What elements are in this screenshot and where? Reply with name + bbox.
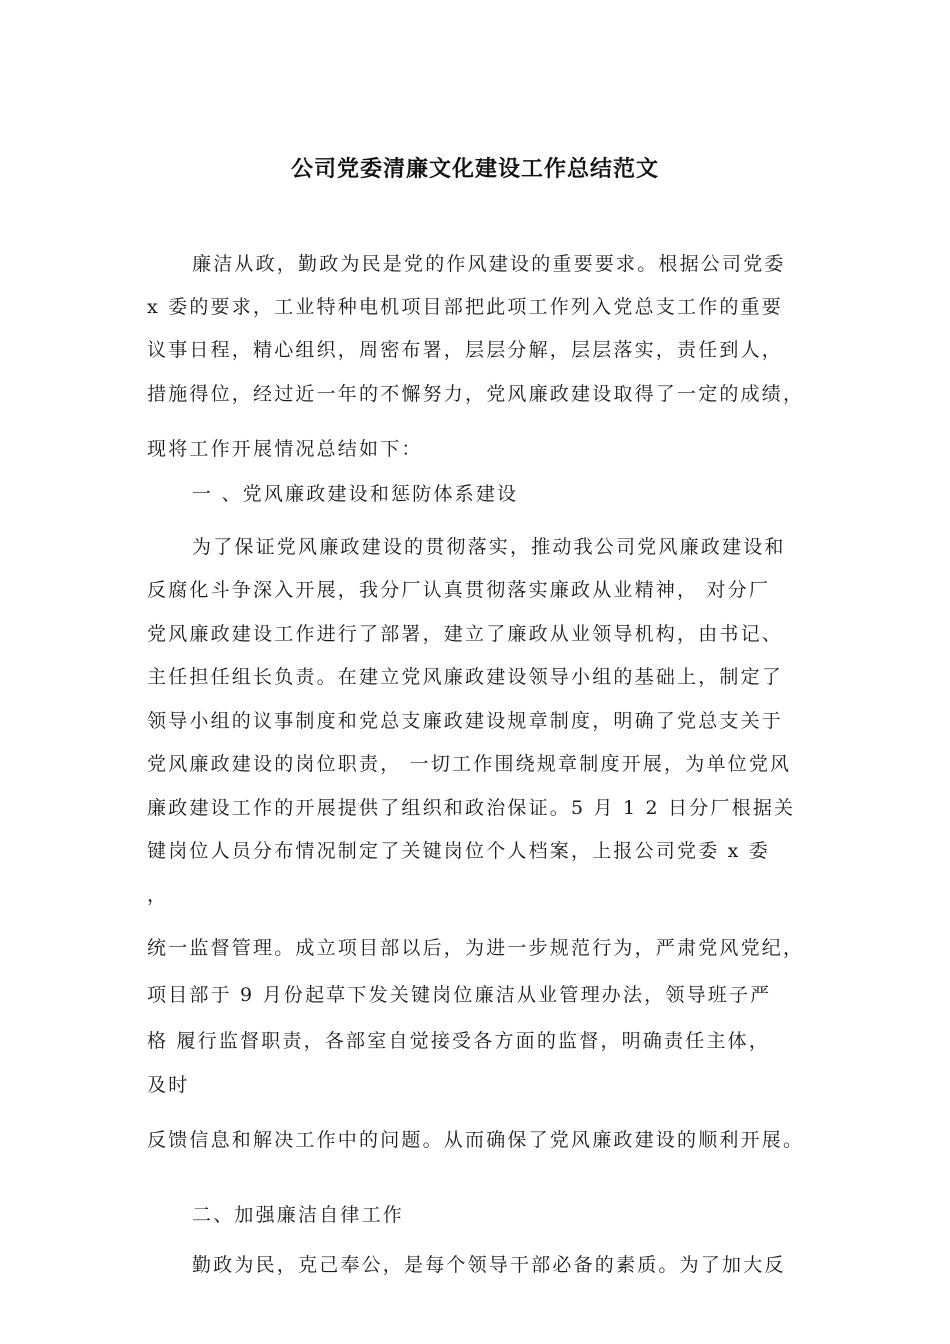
paragraph-line: 党风廉政建设工作进行了部署，建立了廉政从业领导机构，由书记、 [147, 623, 784, 645]
paragraph-line: 反馈信息和解决工作中的问题。从而确保了党风廉政建设的顺利开展。 [147, 1129, 805, 1151]
section-heading: 一 、党风廉政建设和惩防体系建设 [192, 483, 519, 505]
paragraph-line: 键岗位人员分布情况制定了关键岗位个人档案，上报公司党委 x 委 [147, 840, 770, 862]
paragraph-line: 为了保证党风廉政建设的贯彻落实，推动我公司党风廉政建设和 [192, 536, 786, 558]
paragraph-line: 格 履行监督职责，各部室自觉接受各方面的监督，明确责任主体， [147, 1030, 771, 1052]
paragraph-line: ， [147, 884, 169, 906]
document-title: 公司党委清廉文化建设工作总结范文 [290, 157, 659, 182]
paragraph-line: 现将工作开展情况总结如下： [147, 438, 423, 460]
section-heading: 二、加强廉洁自律工作 [192, 1204, 405, 1226]
paragraph-line: 统一监督管理。成立项目部以后，为进一步规范行为，严肃党风党纪， [147, 937, 805, 959]
paragraph-line: 党风廉政建设的岗位职责， 一切工作围绕规章制度开展，为单位党风 [147, 753, 792, 775]
paragraph-line: 廉洁从政，勤政为民是党的作风建设的重要要求。根据公司党委 [192, 253, 786, 275]
paragraph-line: 反腐化斗争深入开展，我分厂认真贯彻落实廉政从业精神， 对分厂 [147, 579, 771, 601]
paragraph-line: 勤政为民，克己奉公，是每个领导干部必备的素质。为了加大反 [192, 1254, 786, 1276]
paragraph-line: 主任担任组长负责。在建立党风廉政建设领导小组的基础上，制定了 [147, 666, 784, 688]
paragraph-line: 廉政建设工作的开展提供了组织和政治保证。5 月 1 2 日分厂根据关 [147, 797, 796, 819]
paragraph-line: x 委的要求，工业特种电机项目部把此项工作列入党总支工作的重要 [147, 296, 783, 318]
paragraph-line: 项目部于 9 月份起草下发关键岗位廉洁从业管理办法，领导班子严 [147, 984, 772, 1006]
paragraph-line: 措施得位，经过近一年的不懈努力，党风廉政建设取得了一定的成绩， [147, 383, 805, 405]
paragraph-line: 及时 [147, 1074, 190, 1096]
paragraph-line: 议事日程，精心组织，周密布署，层层分解，层层落实，责任到人， [147, 339, 784, 361]
paragraph-line: 领导小组的议事制度和党总支廉政建设规章制度，明确了党总支关于 [147, 710, 784, 732]
